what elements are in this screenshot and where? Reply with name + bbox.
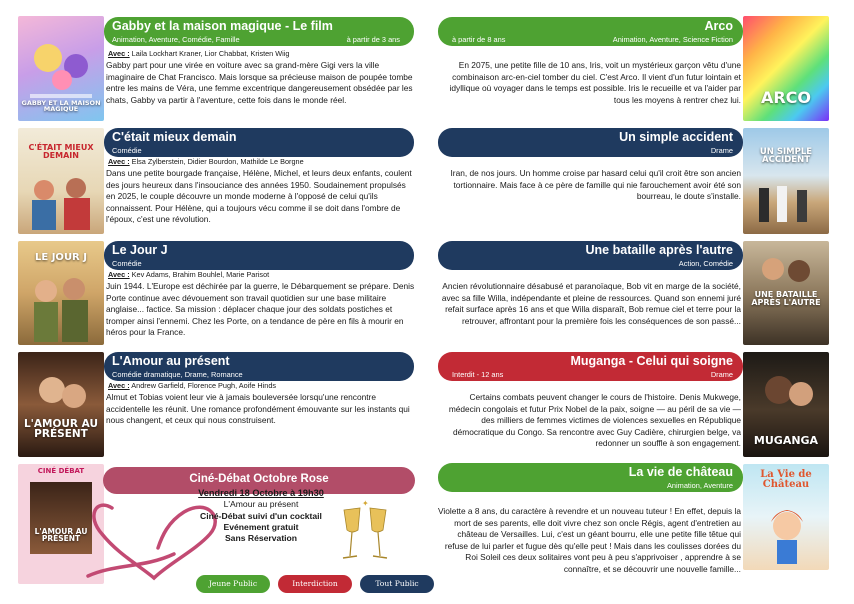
poster-title: L'AMOUR AU PRÉSENT: [23, 418, 98, 440]
film-genre: Animation, Aventure, Science Fiction: [612, 35, 733, 44]
poster-title: GABBY ET LA MAISON MAGIQUE: [21, 99, 101, 114]
film-cast: [108, 158, 304, 166]
age-rating: Interdit - 12 ans: [452, 370, 504, 379]
title-bar: [438, 17, 743, 46]
film-cast: [108, 271, 269, 279]
film-title: Un simple accident: [619, 130, 733, 144]
cast-names: Kev Adams, Brahim Bouhlel, Marie Parisot: [131, 270, 270, 279]
event-line-1: Ciné-Débat suivi d'un cocktail: [200, 510, 322, 521]
event-film: L'Amour au présent: [223, 499, 299, 510]
poster-mieux-demain: [18, 128, 104, 234]
film-synopsis: Gabby part pour une virée en voiture avec sa grand-mère Gigi vers la ville imaginaire de Chat Francisco. Mais lorsque sa précieuse maison de poupée tombe entre les mains de Véra, une femme excentrique dangereusement obsédée par les chats, Gabby va partir à l'aventure, cette fois dans le monde réel.: [106, 60, 413, 105]
film-genre: Animation, Aventure: [666, 481, 733, 490]
legend-jeune-public: Jeune Public: [196, 575, 270, 593]
film-synopsis: Dans une petite bourgade française, Hélène, Michel, et leurs deux enfants, coulent des jours heureux dans l'insouciance des années 1950. Soudainement propulsés en 2025, le couple découvre un monde moderne à l'opposé de celui qu'ils connaissent. Pour Hélène, qui a toujours vécu comme il se doit dans l'ombre de l'époux, c'est une révolution.: [106, 168, 412, 224]
film-genre: Comédie dramatique, Drame, Romance: [112, 370, 243, 379]
title-bar: [438, 241, 743, 270]
title-bar: [104, 128, 414, 157]
title-bar: [438, 463, 743, 492]
film-genre: Drame: [710, 370, 733, 379]
mini-poster: [30, 482, 92, 554]
poster-title: UNE BATAILLE APRÈS L'AUTRE: [751, 290, 821, 307]
film-title: Gabby et la maison magique - Le film: [112, 19, 333, 33]
legend-interdiction: Interdiction: [278, 575, 352, 593]
film-title: Arco: [704, 19, 733, 33]
poster-title: ARCO: [760, 88, 812, 107]
champagne-glasses-icon: [330, 498, 400, 570]
poster-title: MUGANGA: [753, 434, 819, 447]
age-rating: à partir de 3 ans: [346, 35, 400, 44]
title-bar: [104, 352, 414, 381]
event-line-2: Evénement gratuit: [223, 521, 299, 532]
poster-arco: [743, 16, 829, 121]
film-synopsis: En 2075, une petite fille de 10 ans, Iris, voit un mystérieux garçon vêtu d'une combinaison arc-en-ciel tomber du ciel. C'est Arco. Il vient d'un futur lointain et idyllique où voyager dans le temps est possible. Iris le recueille et va l'aider par tous les moyens à rentrer chez lui.: [449, 60, 741, 105]
poster-simple-accident: [743, 128, 829, 234]
legend-tout-public: Tout Public: [360, 575, 434, 593]
title-bar: [104, 17, 414, 46]
poster-jour-j: [18, 241, 104, 345]
event-date: Vendredi 18 Octobre à 19h30: [198, 488, 324, 498]
poster-title: La Vie de Château: [760, 469, 812, 490]
event-line-3: Sans Réservation: [224, 533, 298, 544]
amour-poster-art: [18, 352, 104, 457]
film-genre: Drame: [710, 146, 733, 155]
cast-label: Avec :: [108, 381, 130, 390]
film-synopsis: Iran, de nos jours. Un homme croise par hasard celui qu'il croit être son ancien tortionnaire. Mais face à ce père de famille qui nie farouchement avoir été son bourreau, le doute s'installe.: [450, 168, 741, 201]
accident-poster-art: [743, 128, 829, 234]
poster-gabby: [18, 16, 104, 121]
film-genre: Action, Comédie: [678, 259, 733, 268]
poster-title: CINÉ DÉBAT: [37, 467, 85, 475]
film-title: C'était mieux demain: [112, 130, 237, 144]
film-synopsis: Ancien révolutionnaire désabusé et paranoïaque, Bob vit en marge de la société, avec sa fille Willa, indépendante et pleine de ressources. Quand son ennemi juré refait surface après 16 ans et que Willa disparaît, Bob remue ciel et terre pour la retrouver, affrontant pour la première fois les conséquences de son passé...: [441, 281, 741, 326]
poster-vie-chateau: [743, 464, 829, 570]
film-title: Muganga - Celui qui soigne: [570, 354, 733, 368]
poster-title: LE JOUR J: [35, 252, 87, 263]
title-bar: [438, 128, 743, 157]
film-cast: [108, 50, 289, 58]
cast-label: Avec :: [108, 157, 130, 166]
film-synopsis: Certains combats peuvent changer le cours de l'histoire. Denis Mukwege, médecin congolais et futur Prix Nobel de la paix, soigne — au péril de sa vie — des milliers de femmes victimes de violences sexuelles en République démocratique du Congo. Sa rencontre avec Guy Cadière, chirurgien belge, va redonner un souffle à son engagement.: [448, 392, 741, 448]
cast-names: Andrew Garfield, Florence Pugh, Aoife Hinds: [131, 381, 277, 390]
film-synopsis: Juin 1944. L'Europe est déchirée par la guerre, le Débarquement se prépare. Denis Porte continue avec dévouement son travail quotidien sur une base militaire anglaise... factice. Sa mission : déplacer chaque jour des soldats postiches et tromper ainsi l'ennemi. Chez les Porte, on a tendance de père en fils à mourir en héros pour la France.: [106, 281, 415, 337]
film-title: Le Jour J: [112, 243, 168, 257]
title-bar: [438, 352, 743, 381]
film-synopsis: Almut et Tobias voient leur vie à jamais bouleversée lorsqu'une rencontre accidentelle les réunit. Une romance profondément émouvante sur les instants qui nous changent, et ceux qui nous construisent.: [106, 392, 410, 425]
cast-names: Laila Lockhart Kraner, Lior Chabbat, Kristen Wiig: [131, 49, 290, 58]
cast-label: Avec :: [108, 270, 130, 279]
poster-muganga: [743, 352, 829, 457]
cast-names: Elsa Zylberstein, Didier Bourdon, Mathilde Le Borgne: [131, 157, 304, 166]
film-genre: Animation, Aventure, Comédie, Famille: [112, 35, 240, 44]
film-synopsis: Violette a 8 ans, du caractère à revendre et un nouveau tuteur ! En effet, depuis la mort de ses parents, elle doit vivre chez son oncle Régis, agent d'entretien au château de Versailles. Lui, c'est un géant bourru, elle une petite fille têtue qui refuse de lui parler et fugue dès qu'elle peut ! Mais dans les coulisses dorées du Roi Soleil ces deux solitaires vont peu à peu s'apprivoiser , apprendre à se connaître, et se découvrir une nouvelle famille...: [437, 506, 741, 574]
svg-text:✦: ✦: [362, 499, 369, 508]
cast-label: Avec :: [108, 49, 130, 58]
event-title: Ciné-Débat Octobre Rose: [189, 473, 329, 485]
mini-poster-title: L'AMOUR AU PRÉSENT: [34, 527, 88, 544]
film-genre: Comédie: [112, 146, 142, 155]
poster-title: C'ÉTAIT MIEUX DEMAIN: [28, 143, 94, 160]
poster-title: UN SIMPLE ACCIDENT: [759, 147, 813, 166]
poster-bataille: [743, 241, 829, 345]
title-bar: [104, 241, 414, 270]
film-title: Une bataille après l'autre: [585, 243, 733, 257]
poster-amour: [18, 352, 104, 457]
film-title: La vie de château: [628, 465, 733, 479]
age-rating: à partir de 8 ans: [452, 35, 506, 44]
film-cast: [108, 382, 276, 390]
film-genre: Comédie: [112, 259, 142, 268]
film-title: L'Amour au présent: [112, 354, 230, 368]
